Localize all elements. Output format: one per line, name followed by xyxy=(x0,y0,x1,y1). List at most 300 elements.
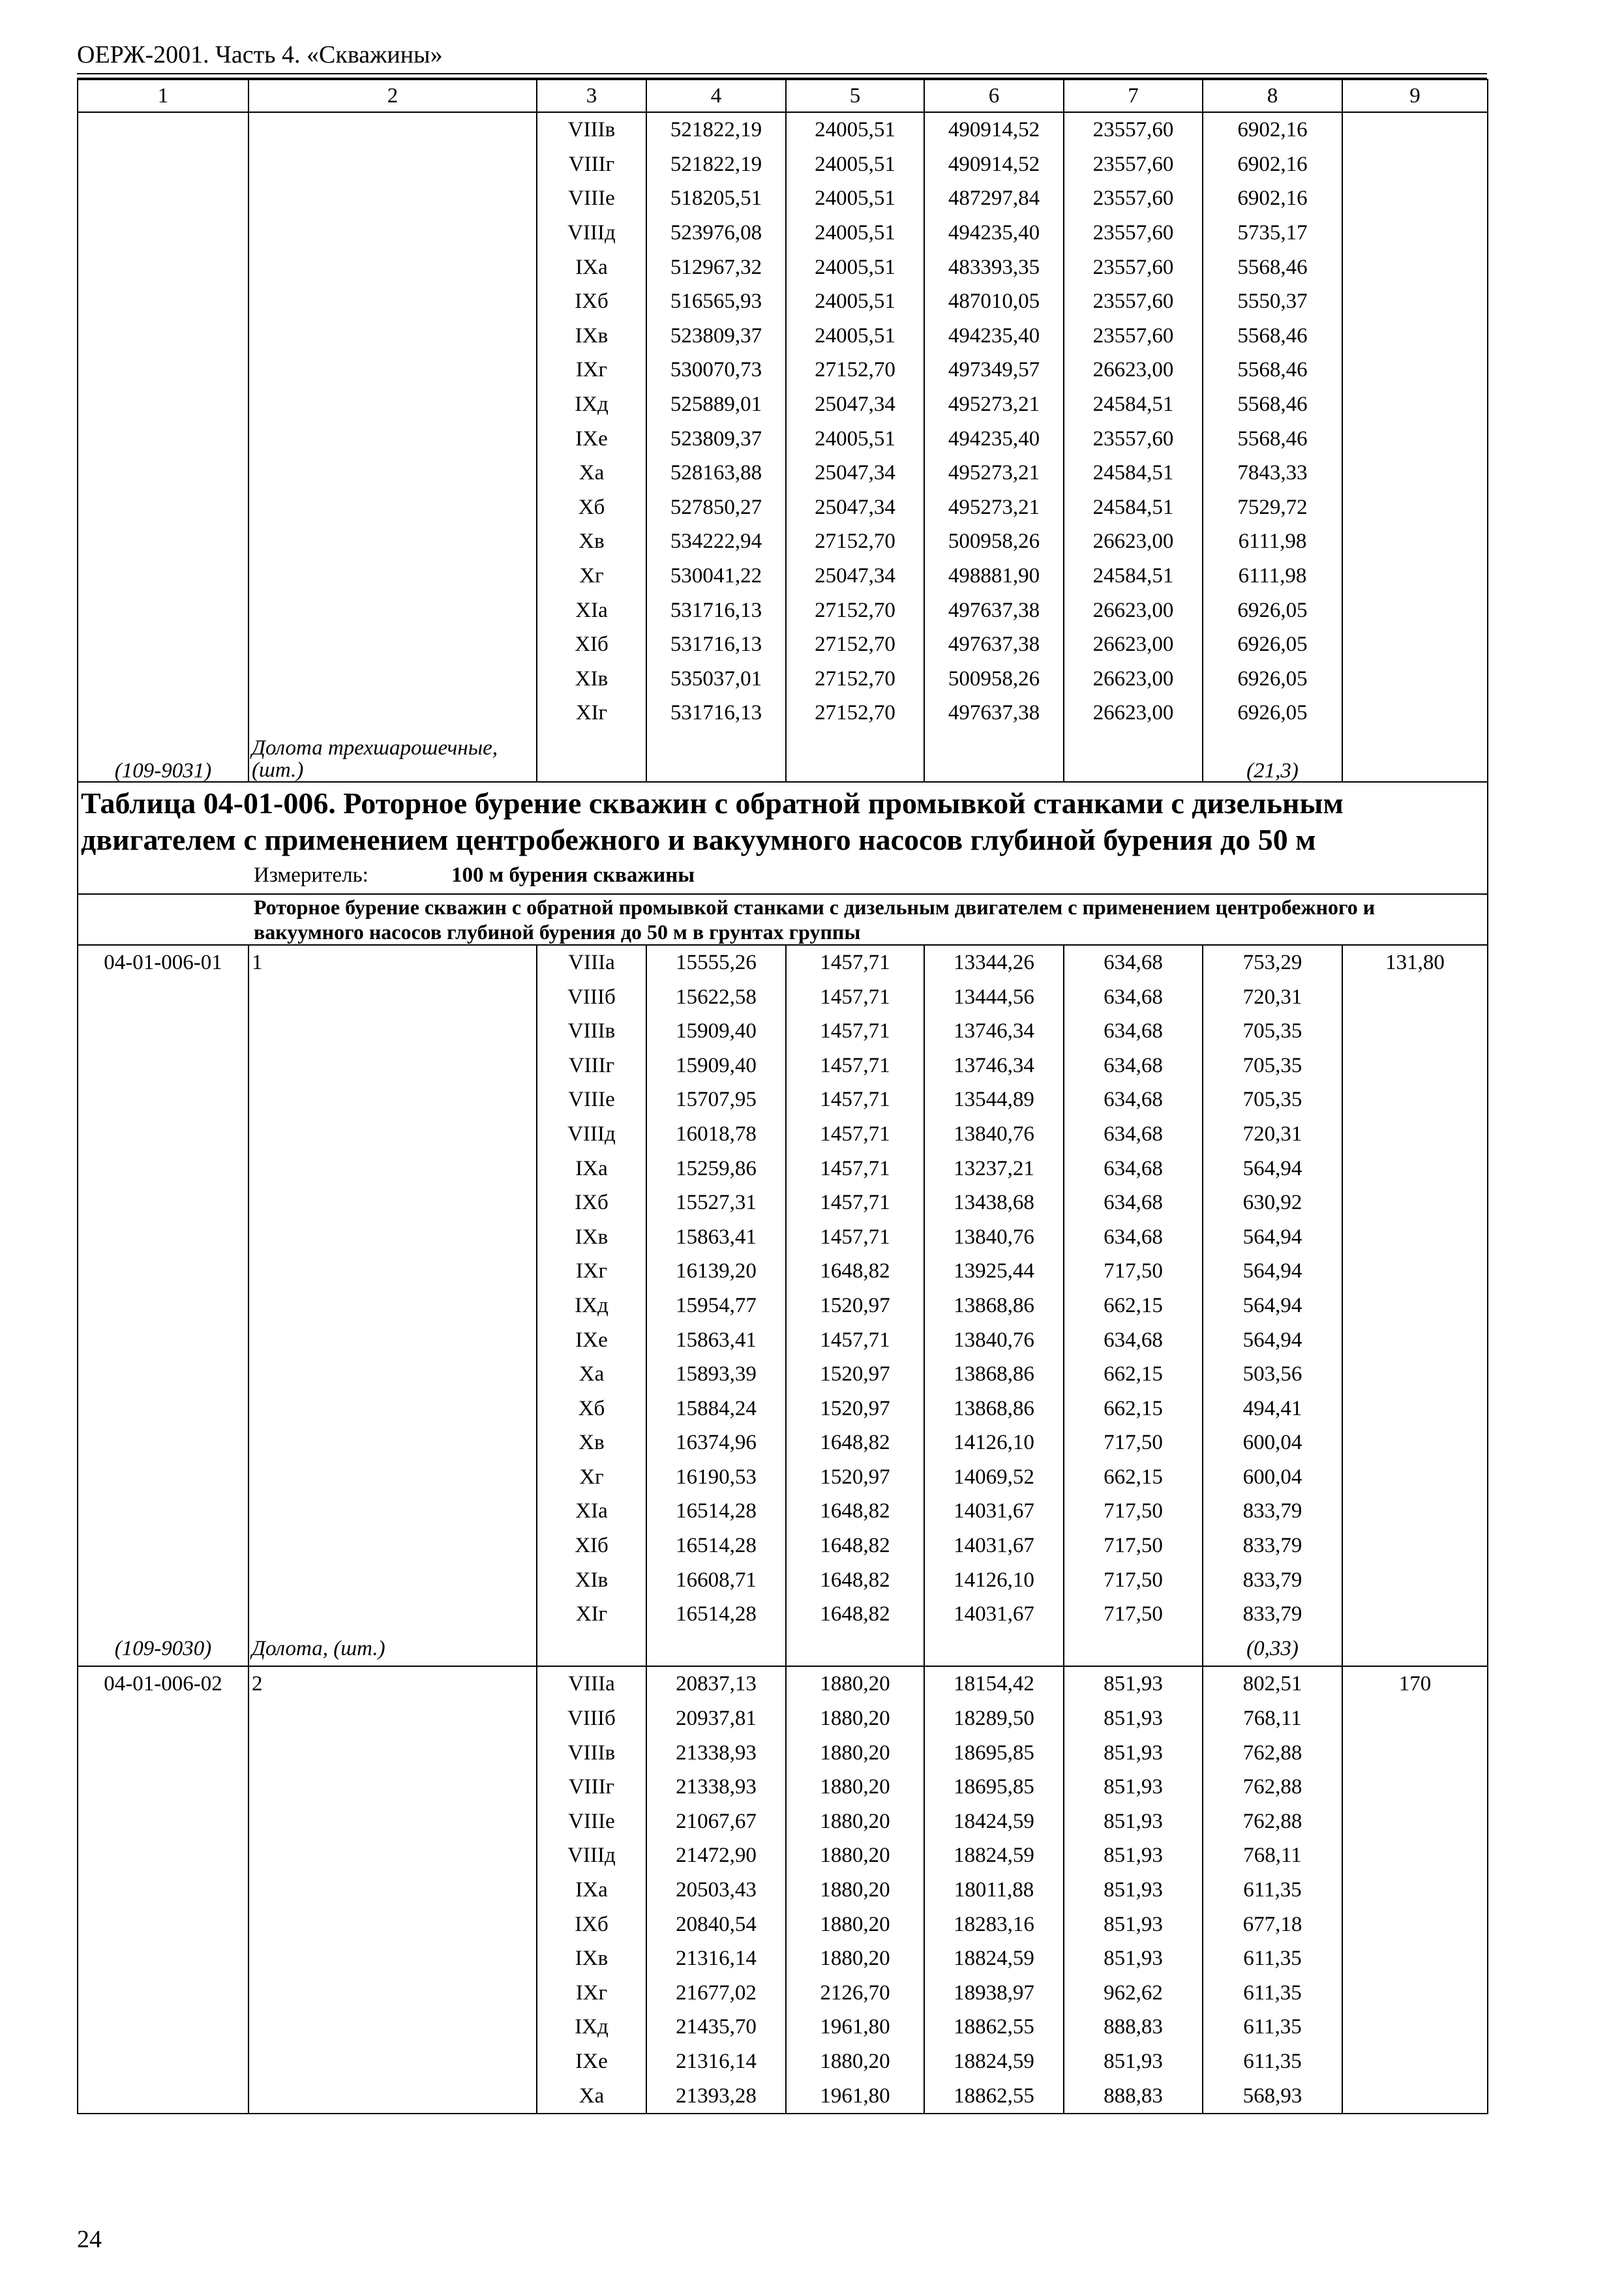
table-row xyxy=(78,1907,1488,1941)
value-cell: 26623,00 xyxy=(1064,627,1203,662)
extra-value-cell xyxy=(1342,353,1488,387)
value-cell: 15893,39 xyxy=(646,1357,786,1392)
norm-code-cell xyxy=(78,2078,248,2114)
value-cell: 634,68 xyxy=(1064,1117,1203,1152)
extra-value-cell xyxy=(1342,627,1488,662)
table-row xyxy=(78,1873,1488,1908)
extra-value-cell xyxy=(1342,284,1488,319)
measure-line xyxy=(81,860,1484,890)
soil-category-cell: IXб xyxy=(537,1907,646,1941)
value-cell: 762,88 xyxy=(1203,1804,1342,1839)
value-cell: 1457,71 xyxy=(786,1151,924,1186)
value-cell: 1520,97 xyxy=(786,1357,924,1392)
value-cell: 662,15 xyxy=(1064,1357,1203,1392)
page-number: 24 xyxy=(77,2226,102,2253)
extra-value-cell xyxy=(1342,1563,1488,1597)
value-cell: 13868,86 xyxy=(924,1289,1064,1323)
norm-group-cell xyxy=(248,1873,537,1908)
value-cell: 1880,20 xyxy=(786,1701,924,1736)
table-row xyxy=(78,181,1488,216)
value-cell: 498881,90 xyxy=(924,559,1064,593)
value-cell: 717,50 xyxy=(1064,1529,1203,1563)
soil-category-cell: Xг xyxy=(537,559,646,593)
norm-group-cell xyxy=(248,593,537,627)
norm-code-cell xyxy=(78,1426,248,1460)
table-row xyxy=(78,456,1488,490)
value-cell: 26623,00 xyxy=(1064,662,1203,696)
soil-category-cell: VIIIв xyxy=(537,1014,646,1049)
value-cell: 1457,71 xyxy=(786,1014,924,1049)
extra-value-cell xyxy=(1342,1460,1488,1495)
extra-value-cell xyxy=(1342,1907,1488,1941)
soil-category-cell: VIIIе xyxy=(537,1804,646,1839)
norm-code-cell xyxy=(78,319,248,353)
column-number: 2 xyxy=(248,80,537,112)
value-cell: 23557,60 xyxy=(1064,250,1203,284)
empty-cell xyxy=(537,1632,646,1667)
soil-category-cell: VIIIг xyxy=(537,1048,646,1083)
table-row xyxy=(78,1254,1488,1289)
extra-value-cell xyxy=(1342,1151,1488,1186)
norm-group-cell xyxy=(248,1391,537,1426)
soil-category-cell: XIв xyxy=(537,1563,646,1597)
value-cell: 494235,40 xyxy=(924,319,1064,353)
table-row xyxy=(78,1597,1488,1632)
norm-group-cell xyxy=(248,662,537,696)
norm-code-cell xyxy=(78,627,248,662)
value-cell: 527850,27 xyxy=(646,490,786,525)
norm-code-cell xyxy=(78,559,248,593)
value-cell: 833,79 xyxy=(1203,1563,1342,1597)
table-row xyxy=(78,1357,1488,1392)
norm-group-cell xyxy=(248,147,537,182)
norm-code-cell xyxy=(78,662,248,696)
value-cell: 851,93 xyxy=(1064,1907,1203,1941)
value-cell: 1457,71 xyxy=(786,945,924,980)
empty-cell xyxy=(924,730,1064,782)
table-row xyxy=(78,1289,1488,1323)
table-description: Роторное бурение скважин с обратной промывкой станками с дизельным двигателем с применением центробежного и вакуумного насосов глубиной бурения до 50 м в грунтах группы xyxy=(254,895,1376,944)
value-cell: 512967,32 xyxy=(646,250,786,284)
value-cell: 564,94 xyxy=(1203,1323,1342,1357)
norm-code-cell xyxy=(78,1014,248,1049)
value-cell: 2126,70 xyxy=(786,1976,924,2011)
column-number-row xyxy=(78,80,1488,112)
value-cell: 24005,51 xyxy=(786,147,924,182)
value-cell: 25047,34 xyxy=(786,456,924,490)
table-row xyxy=(78,2044,1488,2079)
empty-cell xyxy=(646,1632,786,1667)
value-cell: 634,68 xyxy=(1064,1048,1203,1083)
norm-code-cell xyxy=(78,284,248,319)
value-cell: 717,50 xyxy=(1064,1597,1203,1632)
value-cell: 634,68 xyxy=(1064,1014,1203,1049)
value-cell: 16374,96 xyxy=(646,1426,786,1460)
value-cell: 851,93 xyxy=(1064,1941,1203,1976)
value-cell: 5568,46 xyxy=(1203,250,1342,284)
table-row xyxy=(78,593,1488,627)
value-cell: 531716,13 xyxy=(646,593,786,627)
table-row xyxy=(78,319,1488,353)
table-row xyxy=(78,696,1488,730)
norm-code-cell xyxy=(78,181,248,216)
norm-code-cell xyxy=(78,421,248,456)
value-cell: 6902,16 xyxy=(1203,147,1342,182)
norm-code-cell xyxy=(78,216,248,250)
soil-category-cell: Xа xyxy=(537,1357,646,1392)
norm-code-cell xyxy=(78,1219,248,1254)
extra-value-cell xyxy=(1342,1597,1488,1632)
empty-cell xyxy=(1064,1632,1203,1667)
norm-group-cell xyxy=(248,112,537,147)
norm-code-cell xyxy=(78,1941,248,1976)
value-cell: 497637,38 xyxy=(924,593,1064,627)
table-row xyxy=(78,387,1488,422)
value-cell: 1880,20 xyxy=(786,1735,924,1770)
norm-code-cell xyxy=(78,696,248,730)
soil-category-cell: IXе xyxy=(537,421,646,456)
norm-code-cell xyxy=(78,2010,248,2044)
extra-value-cell xyxy=(1342,147,1488,182)
norm-code-cell xyxy=(78,456,248,490)
extra-value-cell xyxy=(1342,662,1488,696)
value-cell: 18695,85 xyxy=(924,1770,1064,1804)
norm-group-cell xyxy=(248,559,537,593)
soil-category-cell: VIIIв xyxy=(537,1735,646,1770)
norm-group-cell xyxy=(248,627,537,662)
table-row xyxy=(78,147,1488,182)
value-cell: 833,79 xyxy=(1203,1597,1342,1632)
norm-code-cell xyxy=(78,353,248,387)
norm-code-cell xyxy=(78,387,248,422)
norm-code-cell xyxy=(78,1976,248,2011)
value-cell: 18824,59 xyxy=(924,1941,1064,1976)
resource-code: (109-9030) xyxy=(78,1632,248,1667)
value-cell: 14031,67 xyxy=(924,1529,1064,1563)
value-cell: 634,68 xyxy=(1064,1083,1203,1117)
table-title-row xyxy=(78,782,1488,894)
soil-category-cell: Xб xyxy=(537,490,646,525)
value-cell: 1880,20 xyxy=(786,1838,924,1873)
value-cell: 483393,35 xyxy=(924,250,1064,284)
norm-code-cell xyxy=(78,1873,248,1908)
value-cell: 16018,78 xyxy=(646,1117,786,1152)
value-cell: 1520,97 xyxy=(786,1289,924,1323)
value-cell: 27152,70 xyxy=(786,524,924,559)
table-row xyxy=(78,1083,1488,1117)
measure-label: Измеритель: xyxy=(254,863,368,887)
value-cell: 15863,41 xyxy=(646,1323,786,1357)
norm-group-cell xyxy=(248,490,537,525)
value-cell: 13344,26 xyxy=(924,945,1064,980)
value-cell: 851,93 xyxy=(1064,1838,1203,1873)
value-cell: 14031,67 xyxy=(924,1597,1064,1632)
value-cell: 1457,71 xyxy=(786,1323,924,1357)
extra-value-cell xyxy=(1342,112,1488,147)
value-cell: 1880,20 xyxy=(786,1873,924,1908)
value-cell: 611,35 xyxy=(1203,1976,1342,2011)
extra-value-cell: 131,80 xyxy=(1342,945,1488,980)
soil-category-cell: VIIIд xyxy=(537,1117,646,1152)
value-cell: 24005,51 xyxy=(786,284,924,319)
value-cell: 21338,93 xyxy=(646,1735,786,1770)
value-cell: 662,15 xyxy=(1064,1289,1203,1323)
norm-code-cell: 04-01-006-01 xyxy=(78,945,248,980)
extra-value-cell xyxy=(1342,1770,1488,1804)
soil-category-cell: VIIIг xyxy=(537,1770,646,1804)
value-cell: 1880,20 xyxy=(786,1941,924,1976)
value-cell: 600,04 xyxy=(1203,1460,1342,1495)
extra-value-cell xyxy=(1342,1941,1488,1976)
extra-value-cell xyxy=(1342,1494,1488,1529)
extra-value-cell xyxy=(1342,1426,1488,1460)
value-cell: 16514,28 xyxy=(646,1529,786,1563)
value-cell: 1520,97 xyxy=(786,1391,924,1426)
norm-group-cell xyxy=(248,524,537,559)
table-row xyxy=(78,1529,1488,1563)
value-cell: 25047,34 xyxy=(786,387,924,422)
norm-group-cell xyxy=(248,1838,537,1873)
norm-code-cell xyxy=(78,1494,248,1529)
empty-cell xyxy=(1064,730,1203,782)
soil-category-cell: IXа xyxy=(537,1873,646,1908)
norm-code-cell xyxy=(78,1151,248,1186)
norm-group-cell xyxy=(248,2044,537,2079)
extra-value-cell xyxy=(1342,559,1488,593)
value-cell: 21067,67 xyxy=(646,1804,786,1839)
soil-category-cell: IXв xyxy=(537,319,646,353)
value-cell: 1648,82 xyxy=(786,1563,924,1597)
value-cell: 1880,20 xyxy=(786,1770,924,1804)
value-cell: 13444,56 xyxy=(924,980,1064,1014)
soil-category-cell: IXг xyxy=(537,353,646,387)
extra-value-cell xyxy=(1342,1219,1488,1254)
value-cell: 634,68 xyxy=(1064,945,1203,980)
norm-group-cell xyxy=(248,1460,537,1495)
value-cell: 24005,51 xyxy=(786,421,924,456)
soil-category-cell: XIб xyxy=(537,1529,646,1563)
value-cell: 634,68 xyxy=(1064,1219,1203,1254)
value-cell: 677,18 xyxy=(1203,1907,1342,1941)
value-cell: 1648,82 xyxy=(786,1494,924,1529)
norm-group-cell xyxy=(248,2078,537,2114)
value-cell: 500958,26 xyxy=(924,662,1064,696)
norm-code-cell xyxy=(78,980,248,1014)
norm-group-cell xyxy=(248,250,537,284)
value-cell: 13438,68 xyxy=(924,1186,1064,1220)
empty-cell xyxy=(786,730,924,782)
column-number: 3 xyxy=(537,80,646,112)
norm-code-cell xyxy=(78,1117,248,1152)
value-cell: 6926,05 xyxy=(1203,627,1342,662)
value-cell: 717,50 xyxy=(1064,1494,1203,1529)
extra-value-cell xyxy=(1342,387,1488,422)
norm-code-cell xyxy=(78,1083,248,1117)
table-row xyxy=(78,353,1488,387)
value-cell: 5735,17 xyxy=(1203,216,1342,250)
value-cell: 521822,19 xyxy=(646,147,786,182)
value-cell: 768,11 xyxy=(1203,1701,1342,1736)
norm-code-cell xyxy=(78,112,248,147)
extra-value-cell xyxy=(1342,181,1488,216)
value-cell: 16514,28 xyxy=(646,1597,786,1632)
resource-row xyxy=(78,730,1488,782)
table-row xyxy=(78,421,1488,456)
table-row xyxy=(78,1941,1488,1976)
column-number: 4 xyxy=(646,80,786,112)
norm-group-cell xyxy=(248,1907,537,1941)
extra-value-cell xyxy=(1342,1323,1488,1357)
value-cell: 1648,82 xyxy=(786,1254,924,1289)
value-cell: 24005,51 xyxy=(786,250,924,284)
value-cell: 6926,05 xyxy=(1203,696,1342,730)
resource-code: (109-9031) xyxy=(78,730,248,782)
value-cell: 503,56 xyxy=(1203,1357,1342,1392)
extra-value-cell xyxy=(1342,456,1488,490)
resource-value: (0,33) xyxy=(1203,1632,1342,1667)
soil-category-cell: VIIIе xyxy=(537,181,646,216)
table-row xyxy=(78,1460,1488,1495)
value-cell: 720,31 xyxy=(1203,980,1342,1014)
column-number: 6 xyxy=(924,80,1064,112)
value-cell: 5568,46 xyxy=(1203,421,1342,456)
value-cell: 6902,16 xyxy=(1203,181,1342,216)
value-cell: 525889,01 xyxy=(646,387,786,422)
norm-group-cell xyxy=(248,284,537,319)
value-cell: 568,93 xyxy=(1203,2078,1342,2114)
table-row xyxy=(78,216,1488,250)
value-cell: 27152,70 xyxy=(786,627,924,662)
value-cell: 21393,28 xyxy=(646,2078,786,2114)
table-row xyxy=(78,1323,1488,1357)
value-cell: 15909,40 xyxy=(646,1014,786,1049)
page-header xyxy=(77,37,1487,76)
soil-category-cell: Xв xyxy=(537,1426,646,1460)
norm-code-cell xyxy=(78,1289,248,1323)
norm-group-cell xyxy=(248,319,537,353)
value-cell: 487010,05 xyxy=(924,284,1064,319)
extra-value-cell xyxy=(1342,1357,1488,1392)
norm-group-cell xyxy=(248,1701,537,1736)
extra-value-cell xyxy=(1342,1186,1488,1220)
value-cell: 888,83 xyxy=(1064,2078,1203,2114)
value-cell: 24005,51 xyxy=(786,216,924,250)
value-cell: 14069,52 xyxy=(924,1460,1064,1495)
extra-value-cell xyxy=(1342,1083,1488,1117)
norm-code-cell xyxy=(78,1838,248,1873)
value-cell: 1961,80 xyxy=(786,2078,924,2114)
value-cell: 1961,80 xyxy=(786,2010,924,2044)
value-cell: 521822,19 xyxy=(646,112,786,147)
norm-group-cell xyxy=(248,1597,537,1632)
extra-value-cell xyxy=(1342,216,1488,250)
soil-category-cell: Xг xyxy=(537,1460,646,1495)
table-row xyxy=(78,1838,1488,1873)
empty-cell xyxy=(537,730,646,782)
value-cell: 18862,55 xyxy=(924,2078,1064,2114)
value-cell: 5568,46 xyxy=(1203,353,1342,387)
norm-code-cell xyxy=(78,593,248,627)
extra-value-cell xyxy=(1342,2078,1488,2114)
norm-group-cell xyxy=(248,353,537,387)
table-row xyxy=(78,1014,1488,1049)
extra-value-cell xyxy=(1342,1048,1488,1083)
norm-group-cell xyxy=(248,1048,537,1083)
norm-group-cell xyxy=(248,1083,537,1117)
soil-category-cell: IXг xyxy=(537,1254,646,1289)
norm-group-cell xyxy=(248,421,537,456)
value-cell: 21316,14 xyxy=(646,2044,786,2079)
soil-category-cell: IXд xyxy=(537,2010,646,2044)
value-cell: 15622,58 xyxy=(646,980,786,1014)
norm-group-cell xyxy=(248,1323,537,1357)
soil-category-cell: IXе xyxy=(537,1323,646,1357)
value-cell: 518205,51 xyxy=(646,181,786,216)
norm-code-cell xyxy=(78,1357,248,1392)
norm-code-cell xyxy=(78,1186,248,1220)
norm-code-cell xyxy=(78,1048,248,1083)
value-cell: 15259,86 xyxy=(646,1151,786,1186)
empty-cell xyxy=(924,1632,1064,1667)
norm-group-cell: 2 xyxy=(248,1666,537,1701)
value-cell: 717,50 xyxy=(1064,1254,1203,1289)
table-row xyxy=(78,112,1488,147)
value-cell: 20837,13 xyxy=(646,1666,786,1701)
norm-group-cell xyxy=(248,1563,537,1597)
value-cell: 1880,20 xyxy=(786,1804,924,1839)
table-row xyxy=(78,1770,1488,1804)
value-cell: 1457,71 xyxy=(786,1219,924,1254)
header-rule xyxy=(77,73,1487,74)
value-cell: 611,35 xyxy=(1203,2044,1342,2079)
norm-group-cell xyxy=(248,1289,537,1323)
value-cell: 20840,54 xyxy=(646,1907,786,1941)
value-cell: 13925,44 xyxy=(924,1254,1064,1289)
value-cell: 21435,70 xyxy=(646,2010,786,2044)
norm-group-cell xyxy=(248,1117,537,1152)
value-cell: 833,79 xyxy=(1203,1494,1342,1529)
value-cell: 18824,59 xyxy=(924,1838,1064,1873)
norm-code-cell xyxy=(78,490,248,525)
value-cell: 634,68 xyxy=(1064,1323,1203,1357)
soil-category-cell: IXе xyxy=(537,2044,646,2079)
value-cell: 528163,88 xyxy=(646,456,786,490)
norm-group-cell xyxy=(248,1770,537,1804)
norm-group-cell xyxy=(248,696,537,730)
value-cell: 5568,46 xyxy=(1203,319,1342,353)
norm-group-cell: 1 xyxy=(248,945,537,980)
extra-value-cell xyxy=(1342,1838,1488,1873)
value-cell: 27152,70 xyxy=(786,353,924,387)
soil-category-cell: IXд xyxy=(537,387,646,422)
value-cell: 1648,82 xyxy=(786,1597,924,1632)
value-cell: 851,93 xyxy=(1064,1873,1203,1908)
value-cell: 15707,95 xyxy=(646,1083,786,1117)
extra-value-cell: 170 xyxy=(1342,1666,1488,1701)
value-cell: 564,94 xyxy=(1203,1254,1342,1289)
table-row xyxy=(78,662,1488,696)
norm-code-cell xyxy=(78,147,248,182)
value-cell: 497349,57 xyxy=(924,353,1064,387)
extra-value-cell xyxy=(1342,1014,1488,1049)
soil-category-cell: VIIIб xyxy=(537,980,646,1014)
table-row xyxy=(78,1117,1488,1152)
soil-category-cell: IXв xyxy=(537,1219,646,1254)
value-cell: 851,93 xyxy=(1064,1735,1203,1770)
column-number: 9 xyxy=(1342,80,1488,112)
measure-value: 100 м бурения скважины xyxy=(451,863,695,887)
value-cell: 662,15 xyxy=(1064,1460,1203,1495)
